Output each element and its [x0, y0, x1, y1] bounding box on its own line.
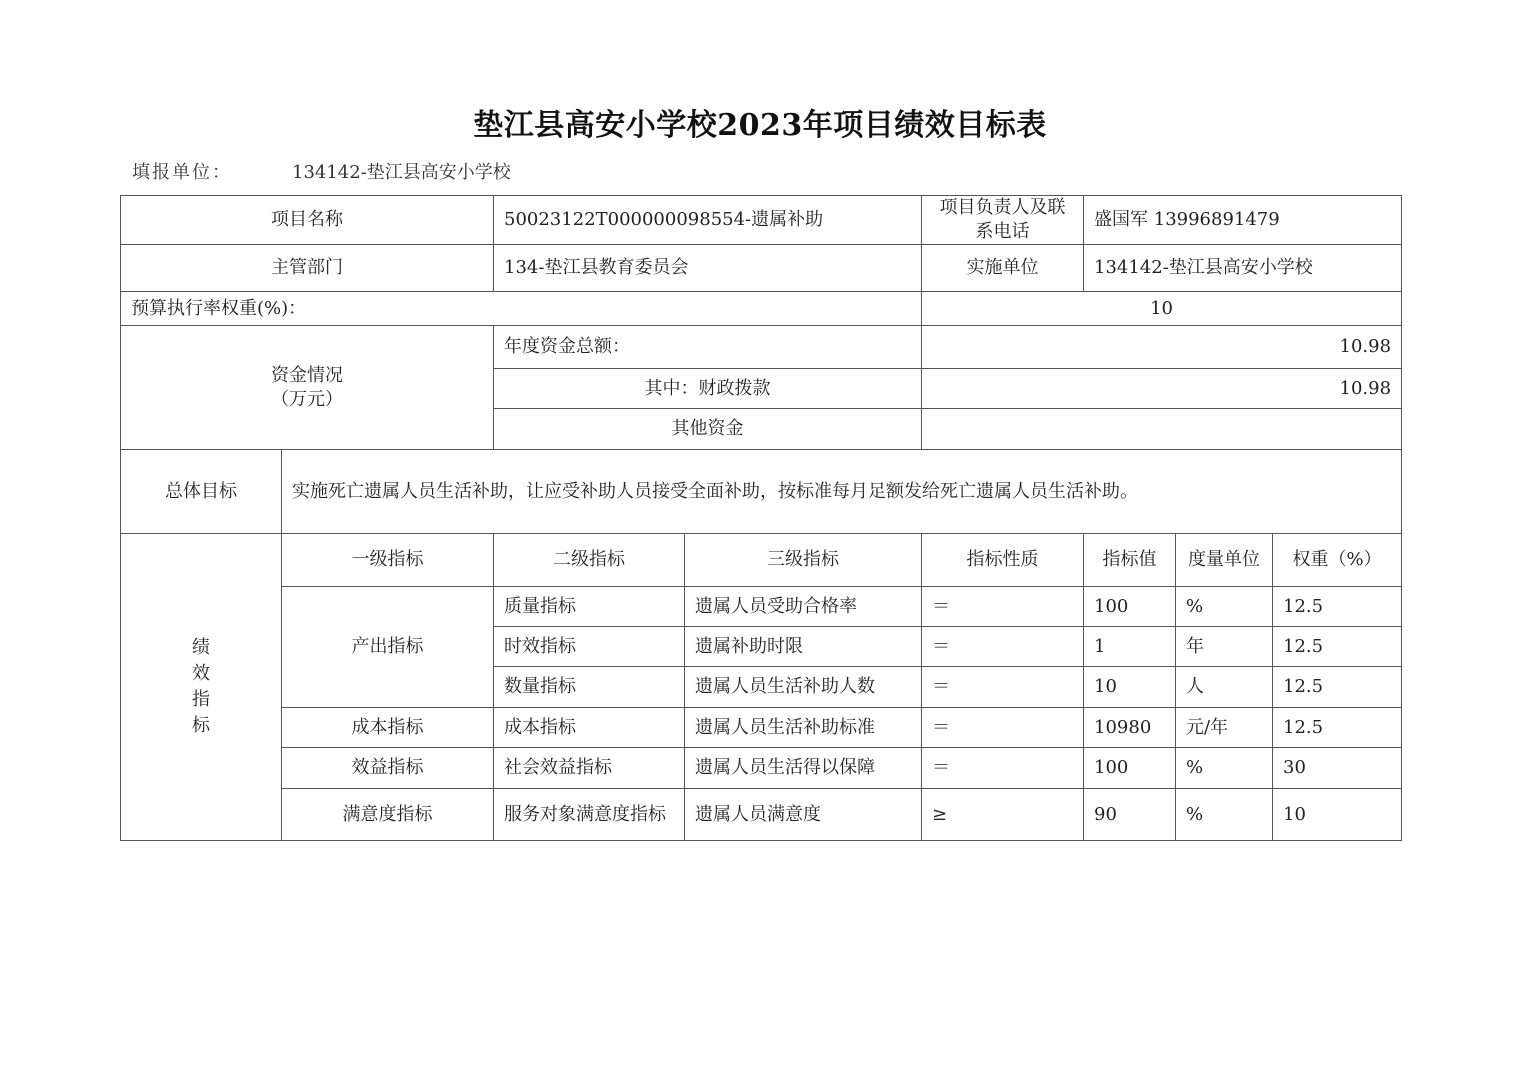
level2-cell: 成本指标: [494, 708, 685, 748]
budget-weight-label: 预算执行率权重(%)：: [121, 292, 922, 326]
unit-cell: 人: [1176, 667, 1273, 708]
header-level1: 一级指标: [282, 534, 494, 587]
funds-total-row: [121, 326, 1402, 369]
funds-other-label: 其他资金: [494, 409, 922, 450]
table-row: [121, 748, 1402, 789]
value-cell: 100: [1084, 587, 1176, 627]
weight-cell: 30: [1273, 748, 1402, 789]
impl-unit-value: 134142-垫江县高安小学校: [1084, 245, 1402, 292]
funds-total-label: 年度资金总额：: [494, 326, 922, 369]
level2-cell: 时效指标: [494, 627, 685, 667]
level3-cell: 遗属人员生活补助人数: [685, 667, 922, 708]
nature-cell: ＝: [922, 708, 1084, 748]
nature-cell: ＝: [922, 748, 1084, 789]
project-name-value: 50023122T000000098554-遗属补助: [494, 196, 922, 245]
funds-label-line2: （万元）: [271, 388, 343, 410]
level3-cell: 遗属人员满意度: [685, 789, 922, 841]
header-value: 指标值: [1084, 534, 1176, 587]
header-level2: 二级指标: [494, 534, 685, 587]
project-contact-label: 项目负责人及联系电话: [922, 196, 1084, 245]
budget-weight-value: 10: [922, 292, 1402, 326]
level2-cell: 质量指标: [494, 587, 685, 627]
budget-weight-row: [121, 292, 1402, 326]
indicator-side-label-text: 绩效指标: [192, 637, 210, 736]
funds-other-value: [922, 409, 1402, 450]
overall-goal-row: [121, 450, 1402, 534]
level1-cell: 效益指标: [282, 748, 494, 789]
fill-unit-label: 填报单位：: [132, 162, 232, 183]
value-cell: 10: [1084, 667, 1176, 708]
nature-cell: ＝: [922, 627, 1084, 667]
fill-unit-value: 134142-垫江县高安小学校: [292, 162, 511, 183]
indicator-header-row: [121, 534, 1402, 587]
nature-cell: ＝: [922, 667, 1084, 708]
header-unit: 度量单位: [1176, 534, 1273, 587]
level3-cell: 遗属人员受助合格率: [685, 587, 922, 627]
level1-cell: 成本指标: [282, 708, 494, 748]
nature-cell: ≥: [922, 789, 1084, 841]
overall-goal-label: 总体目标: [121, 450, 282, 534]
funds-label: [121, 326, 494, 450]
weight-cell: 12.5: [1273, 627, 1402, 667]
unit-cell: %: [1176, 748, 1273, 789]
level3-cell: 遗属补助时限: [685, 627, 922, 667]
level3-cell: 遗属人员生活补助标准: [685, 708, 922, 748]
level1-cell: 产出指标: [282, 587, 494, 708]
dept-label: 主管部门: [121, 245, 494, 292]
project-name-row: [121, 196, 1402, 245]
department-row: [121, 245, 1402, 292]
funds-fiscal-value: 10.98: [922, 369, 1402, 409]
funds-total-value: 10.98: [922, 326, 1402, 369]
unit-cell: %: [1176, 587, 1273, 627]
value-cell: 10980: [1084, 708, 1176, 748]
dept-value: 134-垫江县教育委员会: [494, 245, 922, 292]
value-cell: 100: [1084, 748, 1176, 789]
page-title: 垫江县高安小学校2023年项目绩效目标表: [473, 108, 1047, 143]
weight-cell: 12.5: [1273, 708, 1402, 748]
unit-cell: 年: [1176, 627, 1273, 667]
unit-cell: 元/年: [1176, 708, 1273, 748]
table-row: [121, 708, 1402, 748]
level2-cell: 数量指标: [494, 667, 685, 708]
value-cell: 1: [1084, 627, 1176, 667]
weight-cell: 12.5: [1273, 667, 1402, 708]
project-contact-value: 盛国军 13996891479: [1084, 196, 1402, 245]
funds-fiscal-label: 其中：财政拨款: [494, 369, 922, 409]
level3-cell: 遗属人员生活得以保障: [685, 748, 922, 789]
level1-cell: 满意度指标: [282, 789, 494, 841]
funds-label-line1: 资金情况: [271, 364, 343, 386]
performance-target-table: [120, 195, 1402, 841]
weight-cell: 10: [1273, 789, 1402, 841]
impl-unit-label: 实施单位: [922, 245, 1084, 292]
indicator-side-label: [121, 534, 282, 841]
overall-goal-text: 实施死亡遗属人员生活补助，让应受补助人员接受全面补助，按标准每月足额发给死亡遗属人员生活补助。: [282, 450, 1402, 534]
project-name-label: 项目名称: [121, 196, 494, 245]
level2-cell: 服务对象满意度指标: [494, 789, 685, 841]
header-level3: 三级指标: [685, 534, 922, 587]
unit-cell: %: [1176, 789, 1273, 841]
table-row: [121, 587, 1402, 627]
level2-cell: 社会效益指标: [494, 748, 685, 789]
weight-cell: 12.5: [1273, 587, 1402, 627]
value-cell: 90: [1084, 789, 1176, 841]
header-nature: 指标性质: [922, 534, 1084, 587]
header-weight: 权重（%）: [1273, 534, 1402, 587]
table-row: [121, 789, 1402, 841]
nature-cell: ＝: [922, 587, 1084, 627]
